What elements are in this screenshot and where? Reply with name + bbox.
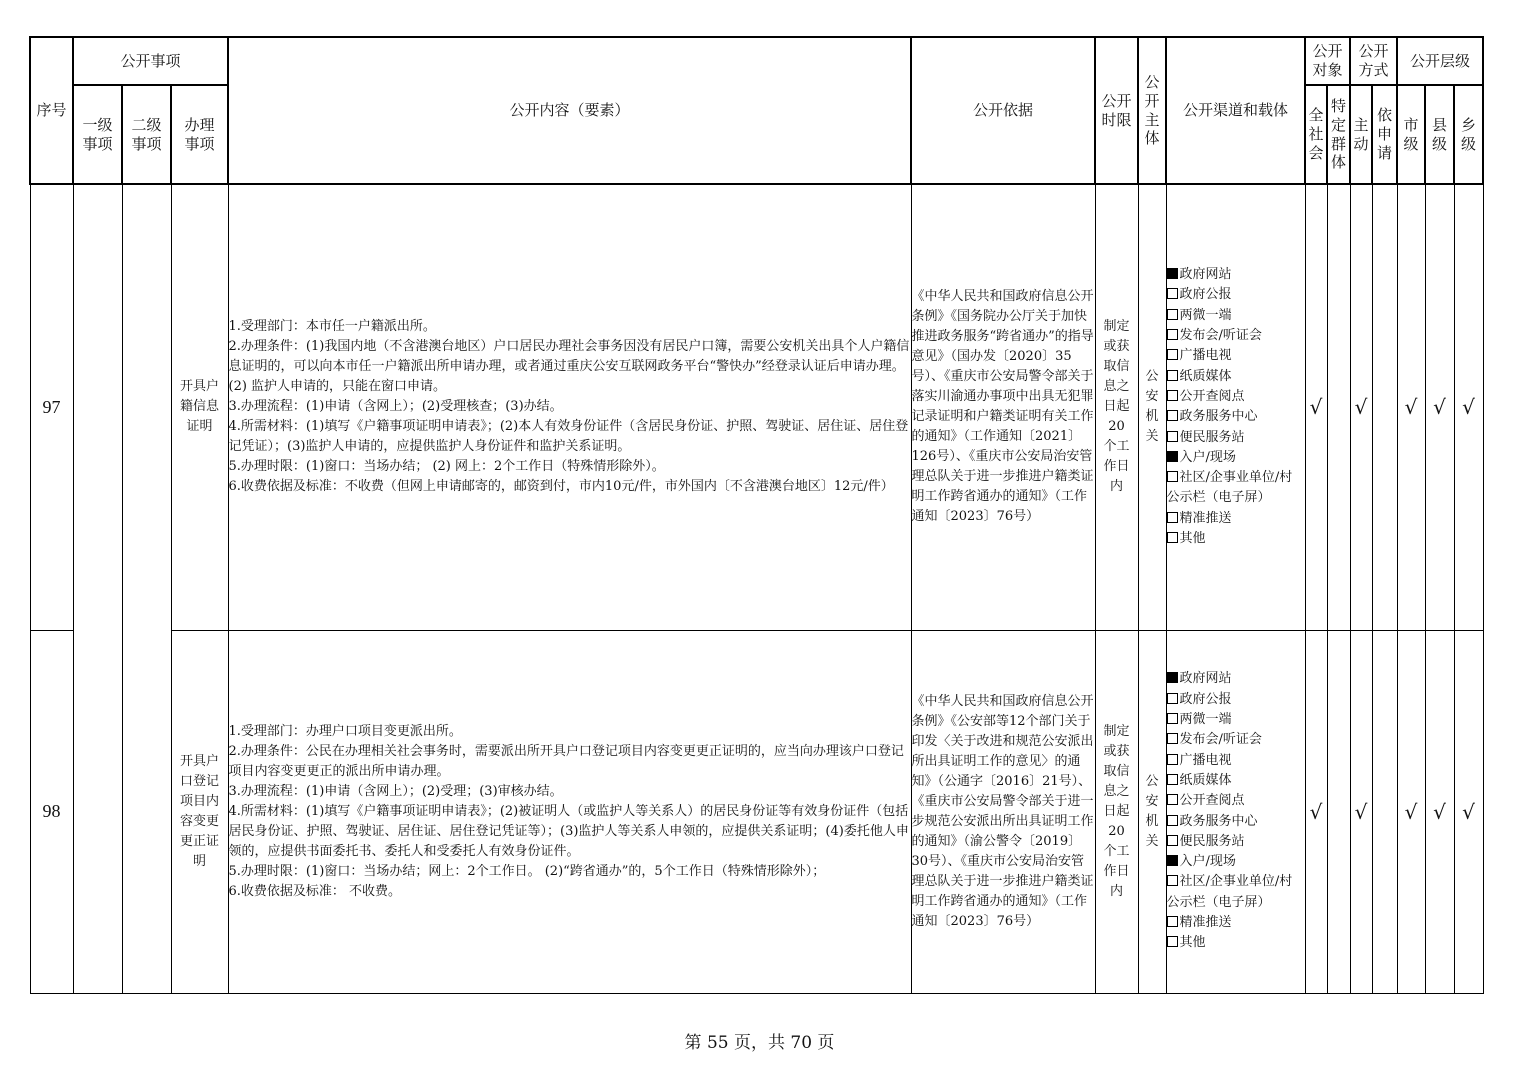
row-subject [1138,184,1166,630]
checkbox-icon [1167,370,1178,381]
header-level-town [1454,85,1483,184]
header-handle [171,85,228,184]
channel-label: 便民服务站 [1179,833,1245,849]
checkbox-icon [1167,431,1178,442]
checkbox-icon [1167,815,1178,826]
table-row [30,630,1483,993]
channel-label: 两微一端 [1179,712,1232,728]
checkbox-icon [1167,835,1178,846]
channel-item [1167,812,1305,832]
header-level-city-text: 市级 [1403,115,1419,153]
channel-label: 政务服务中心 [1179,813,1258,829]
channel-label: 两微一端 [1179,307,1232,323]
header-subject-text: 公开主体 [1144,73,1160,148]
content-line: 2.办理条件：(1)我国内地（不含港澳台地区）户口居民办理社会事务因没有居民户口簿，需要公安机关出具个人户籍信息证明的，可以向本市任一户籍派出所申请办理，或者通过重庆公安互联网政务平台“警快办”经登录认证后申请办理。(2) 监护人申请的，只能在窗口申请。 [228,339,910,395]
header-target-all-text: 全社会 [1308,106,1324,162]
channel-item [1167,690,1305,710]
channel-label: 政府网站 [1179,267,1232,283]
check-target-specific [1327,184,1350,630]
content-line: 1.受理部门：办理户口项目变更派出所。 [228,723,462,739]
row-seq: 98 [30,630,73,993]
channel-label: 政府网站 [1179,671,1232,687]
content-line: 1.受理部门：本市任一户籍派出所。 [228,319,436,335]
channel-item [1167,771,1305,791]
content-line: 4.所需材料：(1)填写《户籍事项证明申请表》；(2)本人有效身份证件（含居民身份证、护照、驾驶证、居住证、居住登记凭证）；(3)监护人申请的，应提供监护人身份证件和监护关系证明。 [228,419,909,455]
checkbox-icon [1167,672,1178,683]
checkbox-icon [1167,774,1178,785]
content-line: 4.所需材料：(1)填写《户籍事项证明申请表》；(2)被证明人（或监护人等关系人）的居民身份证等有效身份证件（包括居民身份证、护照、驾驶证、居住证、居住登记凭证等）；(3)监护人等关系人申领的，应提供关系证明；(4)委托他人申领的，应提供书面委托书、委托人和受委托人有效身份证件。 [228,803,909,859]
header-level: 公开层级 [1397,37,1483,85]
header-method-active [1350,85,1372,184]
channel-label: 入户/现场 [1179,449,1236,465]
check-level-town: √ [1454,184,1483,630]
checkbox-icon [1167,390,1178,401]
channel-item [1167,265,1305,285]
channel-label: 政府公报 [1179,287,1232,303]
row-subject-text: 公安机关 [1145,773,1159,849]
channel-item [1167,428,1305,448]
checkbox-icon [1167,451,1178,462]
disclosure-table [29,36,1484,994]
check-method-apply [1372,184,1397,630]
channel-item [1167,710,1305,730]
checkbox-icon [1167,471,1178,482]
header-method-apply-text: 依申请 [1377,106,1393,162]
header-level2-text: 二级事项 [131,115,162,153]
row-content [228,630,911,993]
checkbox-icon [1167,713,1178,724]
check-target-all: √ [1305,630,1327,993]
row-level1 [73,184,122,993]
channel-label: 广播电视 [1179,752,1232,768]
header-level1 [73,85,122,184]
checkbox-icon [1167,875,1178,886]
channel-label: 精准推送 [1179,510,1232,526]
row-content [228,184,911,630]
header-level-county-text: 县级 [1432,115,1448,153]
row-item [171,630,228,993]
channel-item [1167,326,1305,346]
channel-label: 公开查阅点 [1179,793,1245,809]
header-method-apply [1372,85,1397,184]
row-level2 [122,184,171,993]
row-timelimit-text: 制定或获取信息之日起20个工作日内 [1103,319,1130,495]
content-line: 3.办理流程：(1)申请（含网上）；(2)受理核查；(3)办结。 [228,399,563,415]
header-target-all [1305,85,1327,184]
channel-item [1167,832,1305,852]
header-timelimit [1095,37,1138,184]
check-level-county: √ [1425,184,1454,630]
channel-label: 发布会/听证会 [1179,732,1262,748]
channel-label: 社区/企事业单位/村公示栏（电子屏） [1166,470,1293,506]
row-timelimit [1095,630,1138,993]
channel-item [1167,306,1305,326]
channel-item [1167,751,1305,771]
row-channels [1166,184,1305,630]
row-subject [1138,630,1166,993]
channel-item [1167,367,1305,387]
channel-item [1167,509,1305,529]
check-target-specific [1327,630,1350,993]
content-line: 6.收费依据及标准：不收费（但网上申请邮寄的，邮资到付，市内10元/件，市外国内〔不含港澳台地区〕12元/件） [228,479,894,495]
channel-item [1167,468,1305,509]
check-level-city: √ [1397,630,1425,993]
channel-item [1167,791,1305,811]
content-line: 6.收费依据及标准： 不收费。 [228,883,402,899]
row-item [171,184,228,630]
channel-label: 政务服务中心 [1179,409,1258,425]
check-level-city: √ [1397,184,1425,630]
channel-label: 便民服务站 [1179,429,1245,445]
checkbox-icon [1167,855,1178,866]
channel-item [1167,730,1305,750]
check-method-active: √ [1350,630,1372,993]
header-level1-text: 一级事项 [82,115,113,153]
checkbox-icon [1167,693,1178,704]
header-method-text: 公开方式 [1358,42,1389,79]
check-method-apply [1372,630,1397,993]
checkbox-icon [1167,410,1178,421]
channel-label: 广播电视 [1179,348,1232,364]
header-basis: 公开依据 [911,37,1095,184]
row-item-text: 开具户口登记项目内容变更更正证明 [180,753,220,869]
header-method-active-text: 主动 [1353,115,1369,153]
channel-item [1167,933,1305,953]
check-method-active: √ [1350,184,1372,630]
checkbox-icon [1167,288,1178,299]
channel-item [1167,852,1305,872]
row-basis: 《中华人民共和国政府信息公开条例》《公安部等12个部门关于印发〈关于改进和规范公安派出所出具证明工作的意见〉的通知》（公通字〔2016〕21号）、《重庆市公安局警令部关于进一步规范公安派出所出具证明工作的通知》（渝公警令〔2019〕30号）、《重庆市公安局治安管理总队关于进一步推进户籍类证明工作跨省通办的通知》（工作通知〔2023〕76号） [911,630,1095,993]
row-basis: 《中华人民共和国政府信息公开条例》《国务院办公厅关于加快推进政务服务“跨省通办”的指导意见》（国办发〔2020〕35号）、《重庆市公安局警令部关于落实川渝通办事项中出具无犯罪记录证明和户籍类证明有关工作的通知》（工作通知〔2021〕126号）、《重庆市公安局治安管理总队关于进一步推进户籍类证明工作跨省通办的通知》（工作通知〔2023〕76号） [911,184,1095,630]
channel-item [1167,872,1305,913]
channel-item [1167,669,1305,689]
channel-item [1167,346,1305,366]
header-target-text: 公开对象 [1312,42,1343,79]
channel-label: 政府公报 [1179,691,1232,707]
channel-label: 精准推送 [1179,914,1232,930]
checkbox-icon [1167,329,1178,340]
channel-item [1167,448,1305,468]
header-items: 公开事项 [73,37,228,85]
check-target-all: √ [1305,184,1327,630]
checkbox-icon [1167,733,1178,744]
channel-item [1167,529,1305,549]
row-item-text: 开具户籍信息证明 [180,379,220,435]
header-level-county [1425,85,1454,184]
header-subject [1138,37,1166,184]
table-row [30,184,1483,630]
checkbox-icon [1167,916,1178,927]
header-target-specific-text: 特定群体 [1331,97,1347,172]
channel-label: 纸质媒体 [1179,368,1232,384]
content-line: 3.办理流程：(1)申请（含网上）；(2)受理；(3)审核办结。 [228,783,563,799]
header-content: 公开内容（要素） [228,37,911,184]
header-level2 [122,85,171,184]
content-line: 2.办理条件：公民在办理相关社会事务时，需要派出所开具户口登记项目内容变更更正证明的，应当向办理该户口登记项目内容变更更正的派出所申请办理。 [228,743,904,779]
page-footer: 第 55 页，共 70 页 [684,1033,835,1053]
channel-label: 其他 [1179,531,1206,547]
channel-label: 发布会/听证会 [1179,328,1262,344]
header-handle-text: 办理事项 [184,115,215,153]
row-seq: 97 [30,184,73,630]
channel-item [1167,913,1305,933]
row-subject-text: 公安机关 [1145,369,1159,445]
header-target [1305,37,1350,85]
header-level-city [1397,85,1425,184]
header-seq: 序号 [30,37,73,184]
channel-label: 其他 [1179,935,1206,951]
checkbox-icon [1167,794,1178,805]
content-line: 5.办理时限：(1)窗口：当场办结；网上：2个工作日。 (2)“跨省通办”的，5个工作日（特殊情形除外）； [228,863,826,879]
channel-label: 纸质媒体 [1179,772,1232,788]
checkbox-icon [1167,936,1178,947]
header-channels: 公开渠道和载体 [1166,37,1305,184]
header-level-town-text: 乡级 [1461,115,1477,153]
channel-item [1167,285,1305,305]
checkbox-icon [1167,532,1178,543]
header-timelimit-text: 公开时限 [1101,91,1132,129]
check-level-town: √ [1454,630,1483,993]
checkbox-icon [1167,309,1178,320]
row-timelimit [1095,184,1138,630]
channel-label: 公开查阅点 [1179,388,1245,404]
header-method [1350,37,1397,85]
checkbox-icon [1167,512,1178,523]
content-line: 5.办理时限：(1)窗口：当场办结； (2) 网上：2个工作日（特殊情形除外）。 [228,459,665,475]
check-level-county: √ [1425,630,1454,993]
row-channels [1166,630,1305,993]
checkbox-icon [1167,268,1178,279]
checkbox-icon [1167,754,1178,765]
row-timelimit-text: 制定或获取信息之日起20个工作日内 [1103,723,1130,899]
channel-label: 入户/现场 [1179,854,1236,870]
channel-item [1167,407,1305,427]
header-target-specific [1327,85,1350,184]
checkbox-icon [1167,349,1178,360]
channel-label: 社区/企事业单位/村公示栏（电子屏） [1166,874,1293,910]
channel-item [1167,387,1305,407]
